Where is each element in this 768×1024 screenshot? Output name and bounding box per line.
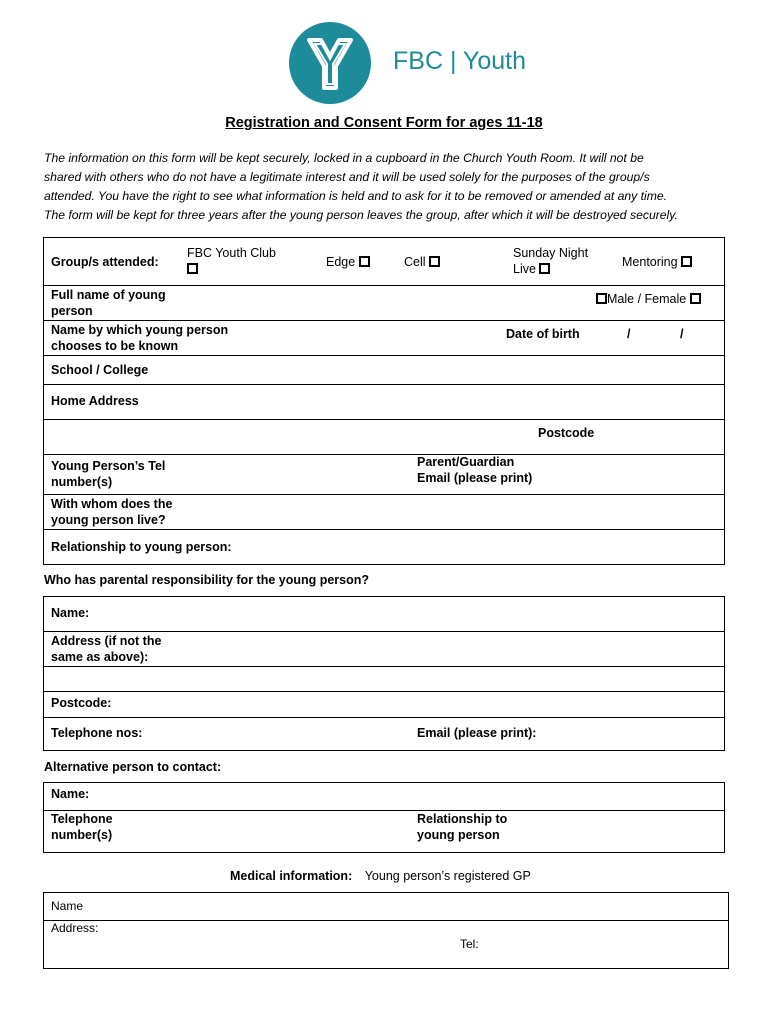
alternative-name-label: Name:	[51, 787, 90, 801]
group-option-label: Live	[513, 262, 536, 276]
checkbox-icon[interactable]	[596, 293, 607, 304]
parent-telephone-label: Telephone nos:	[51, 726, 143, 740]
group-option-youth-club[interactable]	[187, 245, 276, 277]
intro-paragraph	[44, 149, 734, 225]
group-option-label: FBC Youth Club	[187, 246, 276, 260]
medical-table	[43, 892, 729, 969]
group-option-label: Cell	[404, 255, 426, 269]
checkbox-icon[interactable]	[359, 256, 370, 267]
label-line: same as above):	[51, 650, 149, 664]
intro-line: The form will be kept for three years after the young person leaves the group, after which it will be destroyed securely.	[44, 208, 678, 222]
label-line: With whom does the	[51, 497, 173, 511]
label-line: number(s)	[51, 828, 113, 842]
label-line: Full name of young	[51, 288, 166, 302]
young-person-tel-label	[51, 458, 165, 490]
relationship-label: Relationship to young person:	[51, 540, 232, 554]
youth-y-logo-icon	[289, 22, 371, 104]
group-option-cell[interactable]	[404, 254, 440, 270]
parent-address-label	[51, 633, 161, 665]
checkbox-icon[interactable]	[681, 256, 692, 267]
gender-label: Male / Female	[607, 292, 687, 306]
label-line: young person	[417, 828, 500, 842]
parental-table	[43, 596, 725, 751]
label-line: young person live?	[51, 513, 166, 527]
group-option-mentoring[interactable]	[622, 254, 692, 270]
label-line: Parent/Guardian	[417, 455, 515, 469]
label-line: chooses to be known	[51, 339, 179, 353]
group-option-edge[interactable]	[326, 254, 370, 270]
checkbox-icon[interactable]	[429, 256, 440, 267]
label-line: Telephone	[51, 812, 113, 826]
school-college-label: School / College	[51, 363, 149, 377]
date-of-birth-label: Date of birth	[506, 327, 580, 341]
gp-name-label: Name	[51, 899, 84, 913]
label-line: Relationship to	[417, 812, 508, 826]
dob-separator: /	[680, 327, 684, 341]
parent-email-label: Email (please print):	[417, 726, 537, 740]
label-line: person	[51, 304, 93, 318]
medical-information-heading	[230, 868, 531, 884]
brand-name: FBC | Youth	[393, 47, 526, 75]
alternative-contact-heading: Alternative person to contact:	[44, 760, 222, 774]
gp-tel-label: Tel:	[460, 937, 479, 951]
label-line: Young Person’s Tel	[51, 459, 166, 473]
guardian-email-label	[417, 454, 532, 486]
home-address-label: Home Address	[51, 394, 139, 408]
known-as-label	[51, 322, 228, 354]
checkbox-icon[interactable]	[539, 263, 550, 274]
form-title: Registration and Consent Form for ages 11-18	[225, 115, 543, 131]
group-option-label: Sunday Night	[513, 246, 589, 260]
dob-separator: /	[627, 327, 631, 341]
group-option-label: Edge	[326, 255, 356, 269]
alternative-contact-table	[43, 782, 725, 853]
logo	[289, 22, 371, 104]
groups-attended-label: Group/s attended:	[51, 255, 159, 269]
group-option-label: Mentoring	[622, 255, 678, 269]
checkbox-icon[interactable]	[690, 293, 701, 304]
full-name-label	[51, 287, 166, 319]
gp-address-label: Address:	[51, 921, 99, 935]
alternative-telephone-label	[51, 811, 113, 843]
label-line: Email (please print)	[417, 471, 533, 485]
label-line: Name by which young person	[51, 323, 229, 337]
medical-heading-bold: Medical information:	[230, 869, 353, 883]
intro-line: attended. You have the right to see what information is held and to ask for it to be removed or amended at any time.	[44, 189, 668, 203]
checkbox-icon[interactable]	[187, 263, 198, 274]
lives-with-label	[51, 496, 172, 528]
intro-line: shared with others who do not have a legitimate interest and it will be used solely for the purposes of the group/s	[44, 170, 650, 184]
group-option-sunday-night-live[interactable]	[513, 245, 588, 277]
postcode-label: Postcode	[538, 426, 595, 440]
gender-field[interactable]	[596, 291, 701, 307]
intro-line: The information on this form will be kept securely, locked in a cupboard in the Church Youth Room. It will not be	[44, 151, 644, 165]
label-line: number(s)	[51, 475, 113, 489]
parent-postcode-label: Postcode:	[51, 696, 112, 710]
label-line: Address (if not the	[51, 634, 162, 648]
alternative-relationship-label	[417, 811, 507, 843]
parent-name-label: Name:	[51, 606, 90, 620]
medical-heading-subtitle: Young person’s registered GP	[364, 869, 531, 883]
parental-responsibility-heading: Who has parental responsibility for the young person?	[44, 573, 370, 587]
